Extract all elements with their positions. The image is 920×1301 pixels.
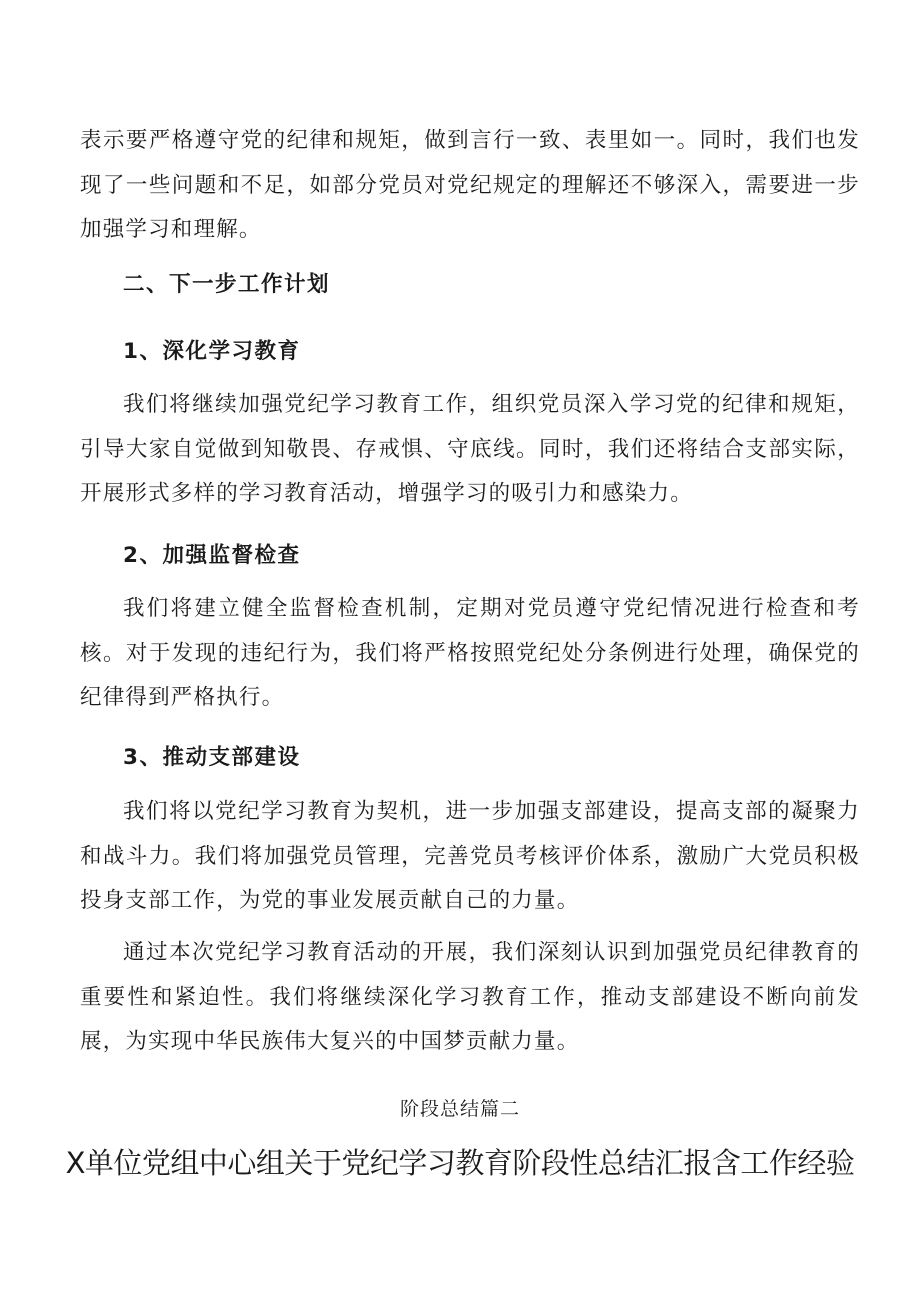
- intro-paragraph: 表示要严格遵守党的纪律和规矩，做到言行一致、表里如一。同时，我们也发现了一些问题和不足，如部分党员对党纪规定的理解还不够深入，需要进一步加强学习和理解。: [80, 128, 860, 242]
- item-heading-supervision: 2、加强监督检查: [123, 543, 301, 568]
- item-body-branch-building: 我们将以党纪学习教育为契机，进一步加强支部建设，提高支部的凝聚力和战斗力。我们将加强党员管理，完善党员考核评价体系，激励广大党员积极投身支部工作，为党的事业发展贡献自己的力量。: [80, 799, 860, 913]
- item-body-supervision: 我们将建立健全监督检查机制，定期对党员遵守党纪情况进行检查和考核。对于发现的违纪行为，我们将严格按照党纪处分条例进行处理，确保党的纪律得到严格执行。: [80, 596, 860, 710]
- item-heading-deepen-study: 1、深化学习教育: [123, 339, 301, 364]
- section-heading-next-steps: 二、下一步工作计划: [123, 272, 331, 297]
- item-body-deepen-study: 我们将继续加强党纪学习教育工作，组织党员深入学习党的纪律和规矩，引导大家自觉做到知敬畏、存戒惧、守底线。同时，我们还将结合支部实际，开展形式多样的学习教育活动，增强学习的吸引力和感染力。: [80, 392, 860, 506]
- next-article-title: X单位党组中心组关于党纪学习教育阶段性总结汇报含工作经验: [65, 1146, 855, 1180]
- part-caption: 阶段总结篇二: [399, 1098, 520, 1120]
- item-heading-branch-building: 3、推动支部建设: [123, 745, 301, 770]
- conclusion-paragraph: 通过本次党纪学习教育活动的开展，我们深刻认识到加强党员纪律教育的重要性和紧迫性。我们将继续深化学习教育工作，推动支部建设不断向前发展，为实现中华民族伟大复兴的中国梦贡献力量。: [80, 940, 860, 1054]
